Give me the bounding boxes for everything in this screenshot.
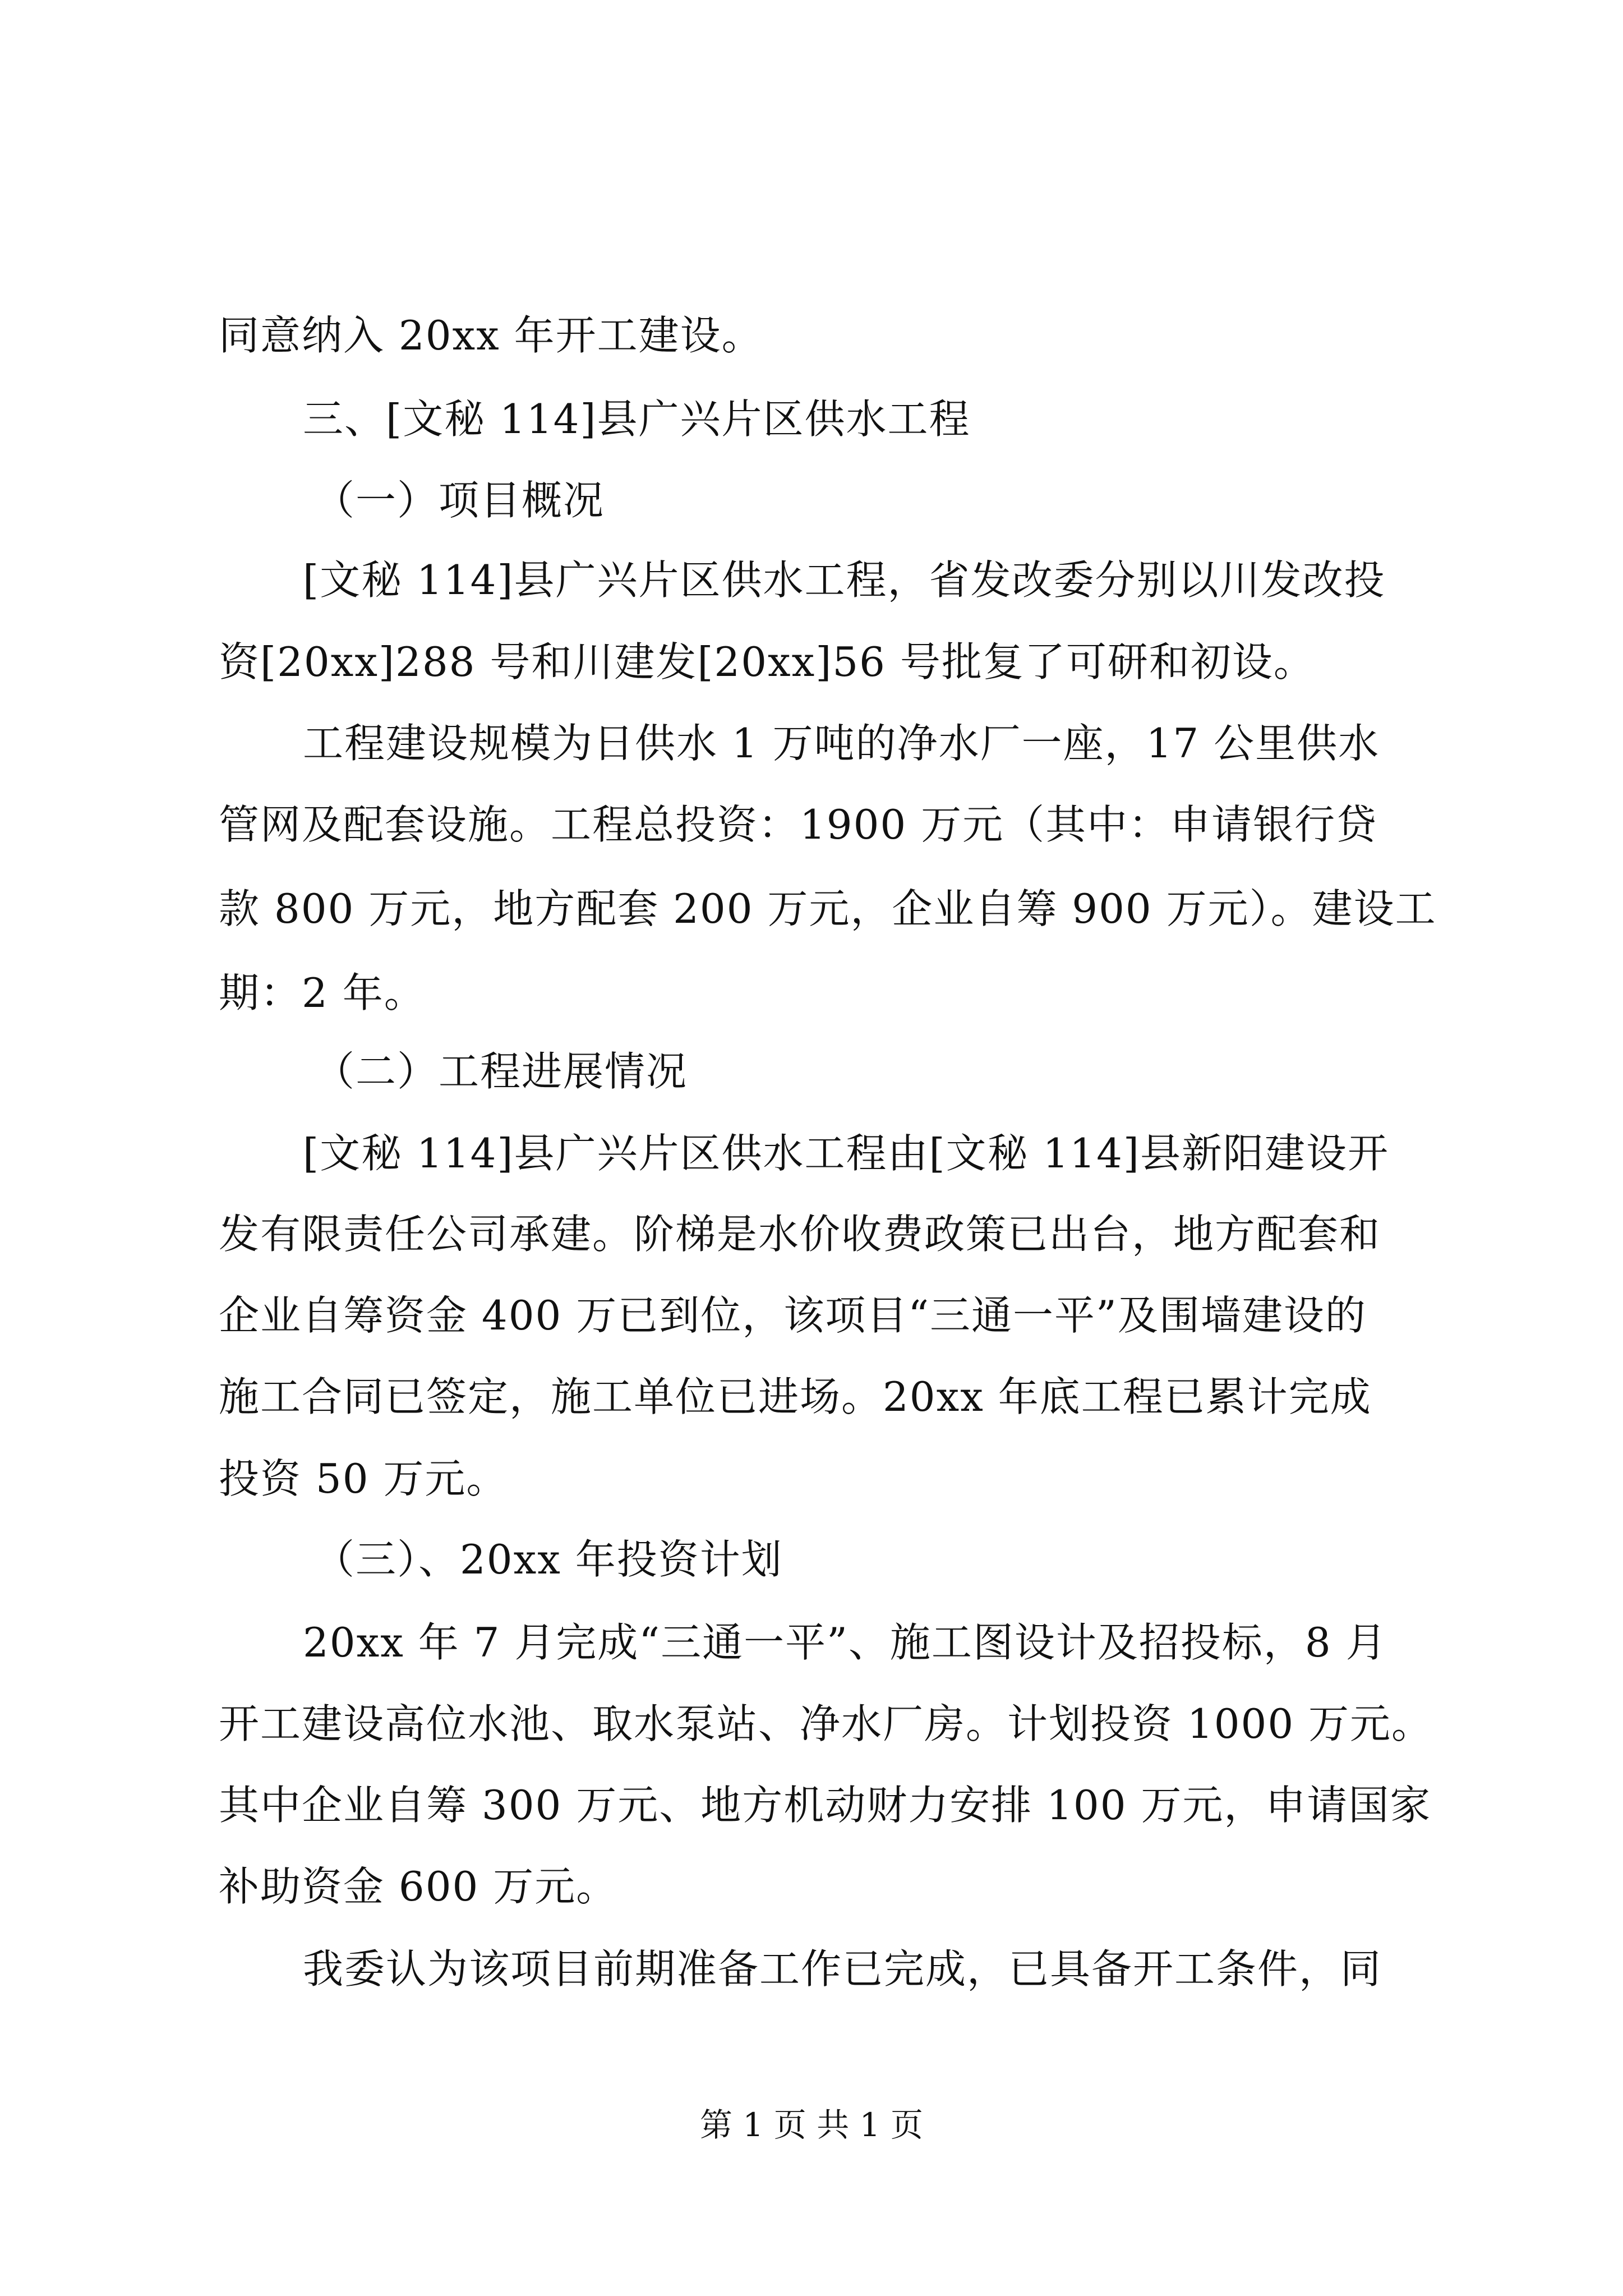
body-line: 发有限责任公司承建。阶梯是水价收费政策已出台，地方配套和: [219, 1211, 1381, 1258]
body-line: 投资 50 万元。: [219, 1455, 508, 1502]
body-line: 企业自筹资金 400 万已到位，该项目“三通一平”及围墙建设的: [219, 1292, 1367, 1339]
body-line: 款 800 万元，地方配套 200 万元，企业自筹 900 万元）。建设工: [219, 885, 1437, 932]
body-line: 期：2 年。: [219, 969, 426, 1016]
body-line: 补助资金 600 万元。: [219, 1863, 618, 1910]
body-line: 同意纳入 20xx 年开工建设。: [219, 312, 763, 359]
subsection-heading: （三）、20xx 年投资计划: [314, 1536, 783, 1583]
subsection-heading: （一）项目概况: [314, 477, 605, 524]
body-line: [文秘 114]县广兴片区供水工程，省发改委分别以川发改投: [303, 556, 1386, 604]
body-line: 其中企业自筹 300 万元、地方机动财力安排 100 万元，申请国家: [219, 1782, 1432, 1829]
body-line: 工程建设规模为日供水 1 万吨的净水厂一座，17 公里供水: [303, 720, 1380, 767]
body-line: 资[20xx]288 号和川建发[20xx]56 号批复了可研和初设。: [219, 638, 1315, 685]
body-line: 20xx 年 7 月完成“三通一平”、施工图设计及招投标，8 月: [303, 1619, 1387, 1666]
body-line: 管网及配套设施。工程总投资：1900 万元（其中：申请银行贷: [219, 801, 1378, 848]
page-footer: 第 1 页 共 1 页: [700, 2106, 923, 2144]
body-line: [文秘 114]县广兴片区供水工程由[文秘 114]县新阳建设开: [303, 1130, 1389, 1177]
body-line: 我委认为该项目前期准备工作已完成，已具备开工条件，同: [303, 1945, 1382, 1993]
body-line: 施工合同已签定，施工单位已进场。20xx 年底工程已累计完成: [219, 1373, 1372, 1420]
subsection-heading: （二）工程进展情况: [314, 1048, 688, 1095]
body-line: 开工建设高位水池、取水泵站、净水厂房。计划投资 1000 万元。: [219, 1700, 1433, 1747]
section-heading: 三、[文秘 114]县广兴片区供水工程: [303, 395, 971, 443]
